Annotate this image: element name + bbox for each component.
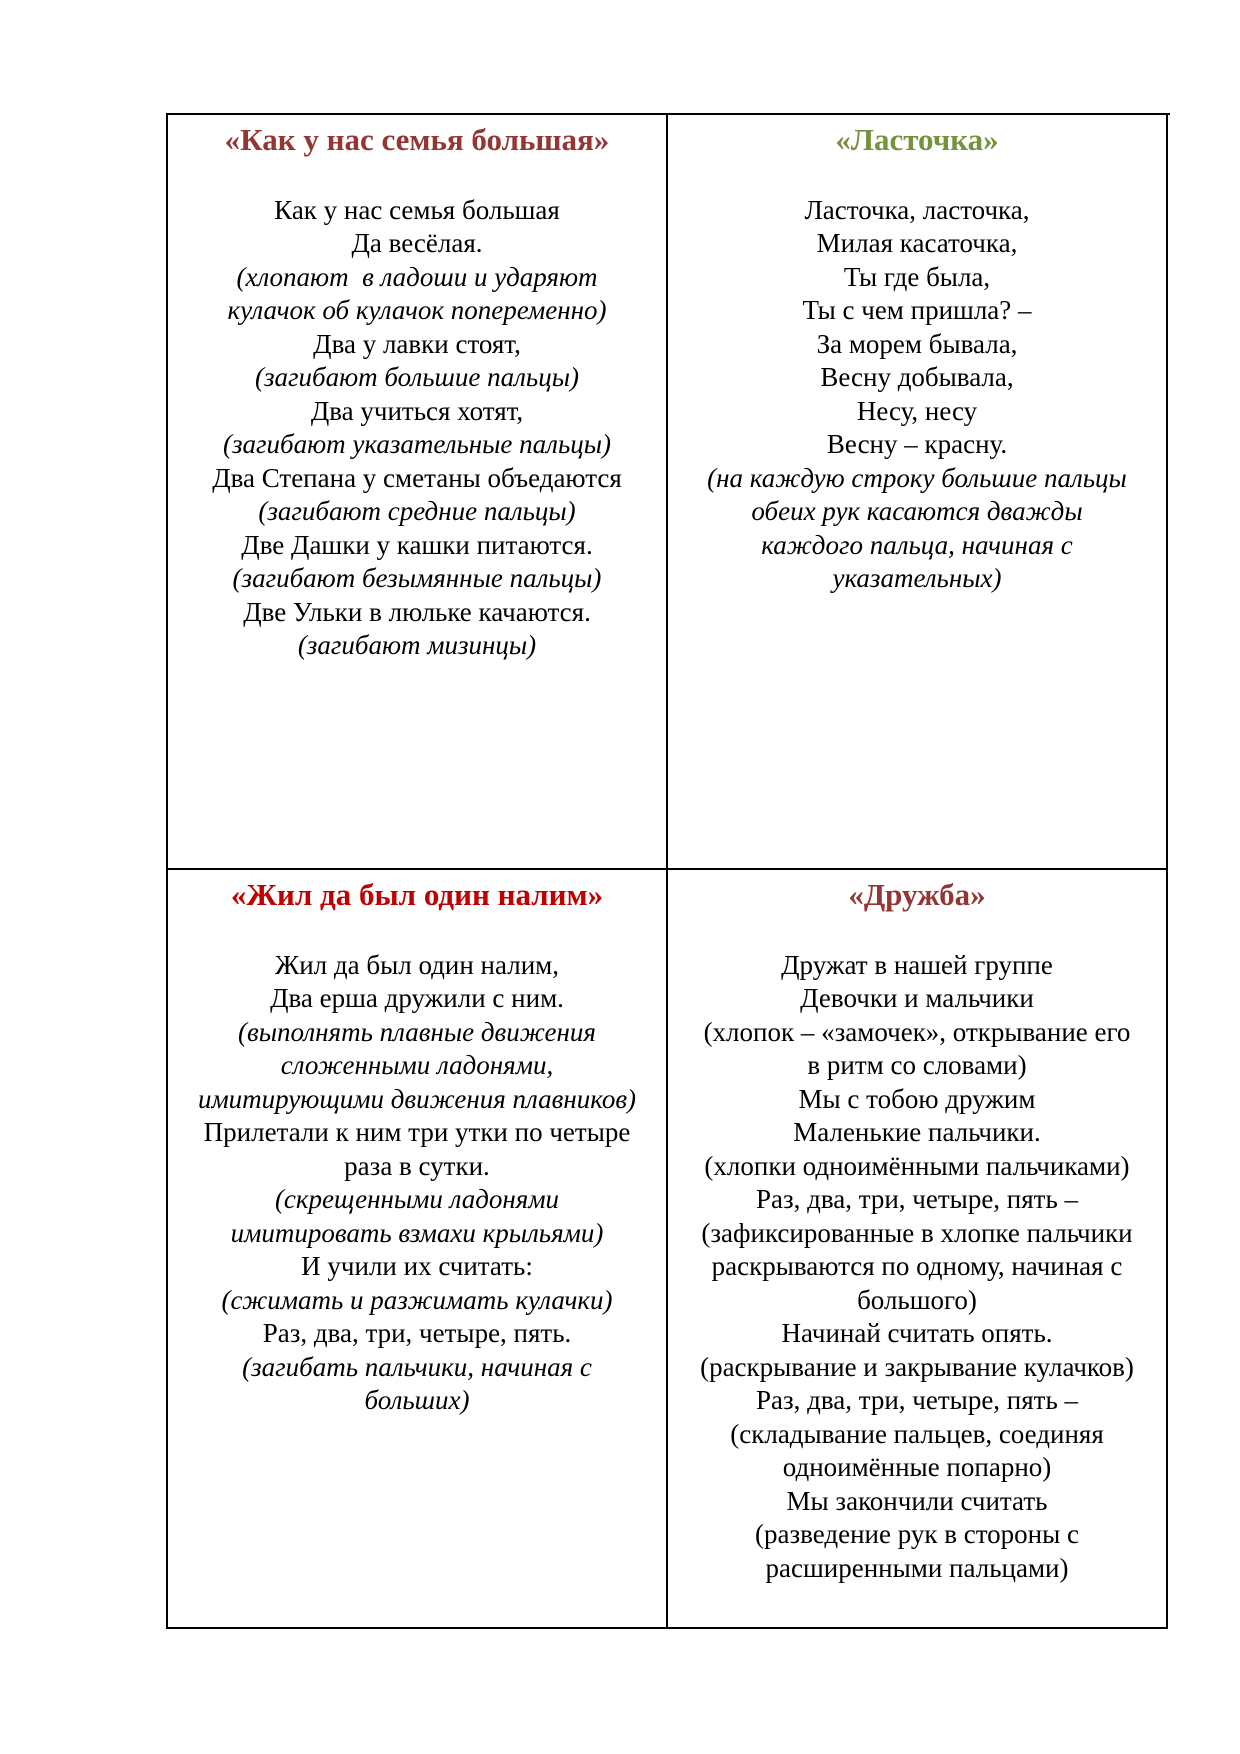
- card-title: «Ласточка»: [835, 122, 999, 157]
- instruction-line: больших): [364, 1385, 470, 1415]
- verse-line: Весну добывала,: [820, 362, 1014, 392]
- instruction-line: имитирующими движения плавников): [197, 1083, 637, 1114]
- verse-line: Милая касаточка,: [816, 228, 1018, 258]
- verse-line: (складывание пальцев, соединяя: [730, 1418, 1104, 1449]
- instruction-line: обеих рук касаются дважды: [751, 496, 1083, 526]
- card-text: [672, 915, 1162, 1585]
- verse-line: Жил да был один налим,: [275, 949, 559, 980]
- card-zhil-da-byl-odin-nalim: [168, 870, 668, 1629]
- instruction-line: указательных): [832, 563, 1002, 593]
- verse-line: Две Ульки в люльке качаются.: [243, 596, 591, 627]
- instruction-line: (загибают большие пальцы): [255, 362, 579, 392]
- verse-line: раскрываются по одному, начиная с: [711, 1251, 1123, 1281]
- verse-line: в ритм со словами): [807, 1050, 1027, 1080]
- verse-line: (разведение рук в стороны с: [755, 1519, 1079, 1549]
- blank-line: [672, 915, 1162, 949]
- instruction-line: (выполнять плавные движения: [238, 1016, 596, 1047]
- verse-line: Ласточка, ласточка,: [804, 194, 1030, 225]
- instruction-line: (сжимать и разжимать кулачки): [221, 1284, 613, 1315]
- blank-line: [172, 160, 662, 194]
- verse-line: Как у нас семья большая: [274, 194, 560, 225]
- card-text: [672, 160, 1162, 596]
- verse-line: Мы с тобою дружим: [798, 1083, 1036, 1114]
- verse-line: расширенными пальцами): [765, 1552, 1069, 1583]
- instruction-line: сложенными ладонями,: [280, 1050, 554, 1080]
- instruction-line: (скрещенными ладонями: [274, 1184, 560, 1214]
- verse-line: (раскрывание и закрывание кулачков): [700, 1351, 1134, 1382]
- card-druzhba: [668, 870, 1168, 1629]
- rhymes-table: [166, 113, 1170, 1629]
- verse-line: Раз, два, три, четыре, пять –: [755, 1385, 1079, 1415]
- instruction-line: (загибают безымянные пальцы): [232, 563, 602, 593]
- instruction-line: имитировать взмахи крыльями): [230, 1217, 604, 1248]
- verse-line: Два у лавки стоят,: [313, 328, 521, 359]
- card-title: «Жил да был один налим»: [230, 877, 604, 912]
- blank-line: [672, 160, 1162, 194]
- verse-line: Раз, два, три, четыре, пять.: [262, 1318, 572, 1348]
- verse-line: Начинай считать опять.: [781, 1318, 1053, 1348]
- verse-line: Маленькие пальчики.: [793, 1117, 1041, 1147]
- verse-line: Два учиться хотят,: [310, 395, 524, 426]
- verse-line: большого): [857, 1284, 977, 1315]
- verse-line: Ты с чем пришла? –: [802, 295, 1032, 325]
- verse-line: (хлопки одноимёнными пальчиками): [704, 1150, 1130, 1181]
- verse-line: Два ерша дружили с ним.: [270, 983, 564, 1013]
- card-text: [172, 160, 662, 663]
- blank-line: [172, 915, 662, 949]
- verse-line: (зафиксированные в хлопке пальчики: [701, 1217, 1133, 1248]
- card-title: «Как у нас семья большая»: [224, 122, 610, 157]
- card-text: [172, 915, 662, 1418]
- verse-line: За морем бывала,: [816, 328, 1018, 359]
- verse-line: Девочки и мальчики: [800, 983, 1034, 1013]
- verse-line: одноимённые попарно): [782, 1452, 1052, 1482]
- verse-line: раза в сутки.: [344, 1150, 490, 1181]
- verse-line: Ты где была,: [843, 261, 991, 292]
- instruction-line: кулачок об кулачок попеременно): [227, 295, 607, 325]
- card-lastochka: [668, 115, 1168, 870]
- instruction-line: (загибают мизинцы): [297, 630, 537, 660]
- verse-line: Несу, несу: [856, 395, 978, 426]
- verse-line: Прилетали к ним три утки по четыре: [203, 1117, 631, 1147]
- card-kak-u-nas-semya-bolshaya: [168, 115, 668, 870]
- instruction-line: каждого пальца, начиная с: [761, 529, 1073, 560]
- instruction-line: (загибают средние пальцы): [258, 496, 576, 526]
- verse-line: Весну – красну.: [826, 429, 1008, 459]
- instruction-line: (на каждую строку большие пальцы: [707, 462, 1127, 493]
- verse-line: Два Степана у сметаны объедаются: [212, 462, 622, 493]
- instruction-line: (хлопают в ладоши и ударяют: [236, 261, 598, 292]
- verse-line: Мы закончили считать: [786, 1485, 1048, 1516]
- instruction-line: (загибать пальчики, начиная с: [242, 1351, 592, 1382]
- verse-line: (хлопок – «замочек», открывание его: [703, 1016, 1131, 1047]
- card-title: «Дружба»: [848, 877, 986, 912]
- verse-line: Две Дашки у кашки питаются.: [241, 529, 593, 560]
- verse-line: Да весёлая.: [351, 228, 483, 258]
- instruction-line: (загибают указательные пальцы): [222, 429, 612, 459]
- verse-line: И учили их считать:: [301, 1251, 533, 1281]
- verse-line: Раз, два, три, четыре, пять –: [755, 1184, 1079, 1214]
- verse-line: Дружат в нашей группе: [781, 949, 1053, 980]
